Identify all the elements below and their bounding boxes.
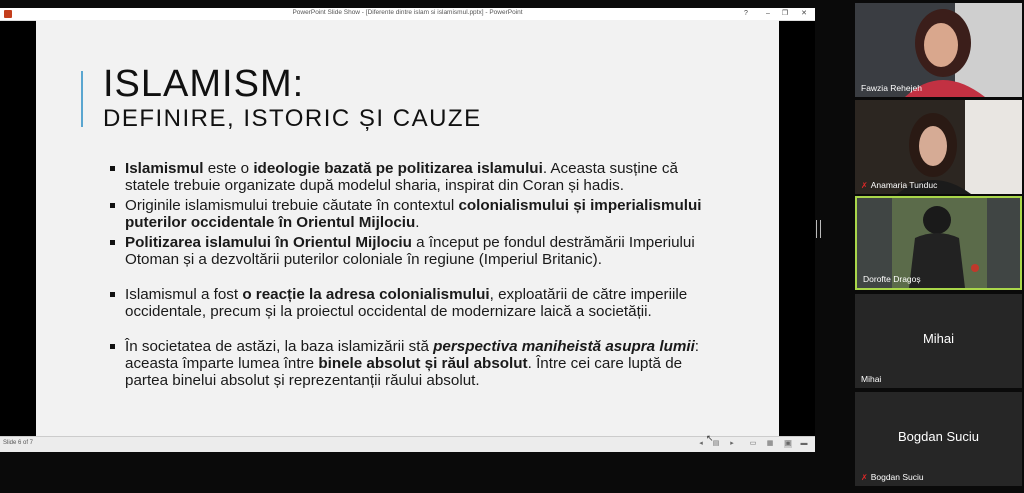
slide-show-view-icon[interactable]: ▬ [800, 440, 808, 447]
participant-tile[interactable] [855, 100, 1022, 194]
mouse-cursor-icon: ↖ [706, 433, 714, 443]
bullet-text-run: . Între cei care luptă de partea binelui absolut și reprezentanții răului absolut. [125, 355, 683, 389]
participant-name: Mihai [861, 374, 882, 384]
participant-name: Dorofte Dragoș [863, 274, 921, 284]
bullet-text-run: binele absolut și răul absolut [318, 355, 528, 372]
gallery-resize-handle[interactable] [816, 220, 821, 238]
slide-canvas[interactable] [36, 20, 779, 436]
title-accent-bar [81, 71, 83, 127]
bullet-text-run: Islamismul [125, 160, 204, 177]
participant-name-row [861, 180, 937, 190]
bullet-text-run: o reacție la adresa colonialismului [242, 286, 490, 303]
participant-name-row [861, 472, 924, 482]
bullet-item [108, 338, 708, 389]
participant-tile-active-speaker[interactable] [855, 196, 1022, 290]
bullet-text-run: perspectiva maniheistă asupra lumii [433, 338, 695, 355]
participant-tile[interactable] [855, 392, 1022, 486]
slide-subtitle: DEFINIRE, ISTORIC ȘI CAUZE [103, 105, 482, 132]
bullet-text-run: Originile islamismului trebuie căutate în contextul [125, 197, 459, 214]
bullet-text-run: , exploatării de către imperiile occidentale, precum și la proiectul occidental de modernizare laică a societății. [125, 286, 688, 320]
bullet-text-run: a început pe fondul destrămării Imperiului Otoman și a dezvoltării puterilor coloniale în regiune (Imperiul Britanic). [125, 234, 695, 268]
bullet-text-run: . Aceasta susține că statele trebuie organizate după modelul sharia, inspirat din Coran și hadis. [125, 160, 678, 194]
bullet-text-run: Islamismul a fost [125, 286, 243, 303]
participant-display-name: Bogdan Suciu [898, 429, 979, 444]
minimize-button[interactable]: – [766, 10, 770, 17]
muted-mic-icon: ✗ [861, 473, 868, 482]
window-title: PowerPoint Slide Show - [Diferente dintre islam si islamismul.pptx] - PowerPoint [292, 9, 523, 16]
slide-sorter-icon[interactable]: ▦ [766, 440, 774, 447]
participant-display-name: Mihai [922, 331, 955, 346]
bullet-item [108, 160, 708, 194]
close-button[interactable]: ✕ [801, 10, 807, 17]
bullet-text-run: În societatea de astăzi, la baza islamizării stă [125, 338, 434, 355]
bullet-text-run: colonialismului și imperialismului puterilor occidentale în Orientul Mijlociu [125, 197, 702, 231]
bullet-text-run: este o [203, 160, 254, 177]
bullet-text-run: ideologie bazată pe politizarea islamului [253, 160, 543, 177]
powerpoint-window [0, 8, 815, 451]
bullet-text-run: . [415, 214, 420, 231]
normal-view-icon[interactable]: ▭ [749, 440, 757, 447]
bullet-item [108, 234, 708, 268]
bullet-text-run: Politizarea islamului în Orientul Mijlociu [125, 234, 412, 251]
bullet-text-run: : aceasta împarte lumea între [125, 338, 700, 372]
participant-tile[interactable] [855, 3, 1022, 97]
help-button[interactable]: ? [744, 10, 748, 17]
participant-name: Bogdan Suciu [870, 472, 924, 482]
participant-name: Anamaria Tunduc [870, 180, 938, 190]
bullet-item [108, 286, 708, 320]
restore-button[interactable]: ❐ [781, 10, 789, 17]
previous-slide-icon[interactable]: ◂ [699, 440, 703, 447]
participant-name: Fawzia Rehejeh [861, 83, 922, 93]
notes-icon[interactable]: ▤ [712, 440, 720, 447]
slide-counter: Slide 6 of 7 [3, 440, 34, 446]
bullet-list [108, 160, 708, 389]
slide-show-statusbar [0, 436, 815, 452]
slide-title: ISLAMISM: [103, 63, 305, 105]
bullet-item [108, 197, 708, 231]
next-slide-icon[interactable]: ▸ [730, 440, 734, 447]
participant-tile[interactable] [855, 294, 1022, 388]
reading-view-icon[interactable]: ▣ [784, 440, 792, 447]
muted-mic-icon: ✗ [861, 181, 868, 190]
